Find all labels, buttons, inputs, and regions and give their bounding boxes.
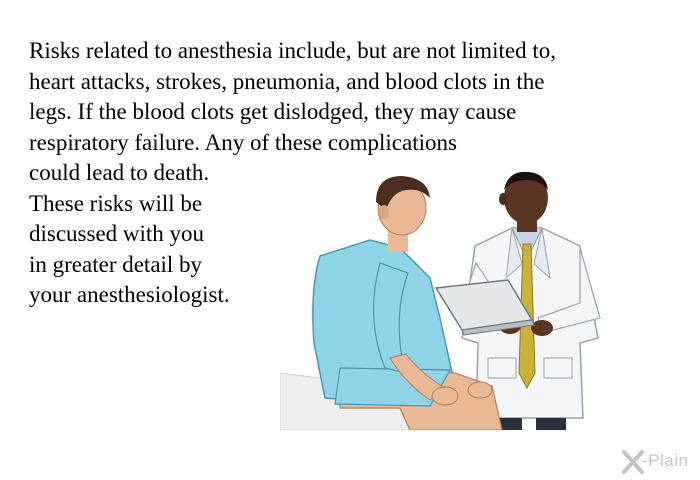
text-line: could lead to death. [29,160,210,185]
patient-doctor-illustration [280,168,620,430]
text-line: respiratory failure. Any of these complications [29,129,457,155]
patient-hand [468,382,492,398]
x-logo-icon [622,448,644,476]
text-line: Risks related to anesthesia include, but are not limited to, [29,38,556,63]
xplain-logo [622,448,696,476]
logo-text: -Plain [642,451,689,470]
doctor-hand [531,320,553,336]
text-line: your anesthesiologist. [29,282,230,307]
text-line: legs. If the blood clots get dislodged, they may cause [29,99,517,124]
text-line: in greater detail by [29,251,203,277]
risk-paragraph-continued [29,158,230,311]
doctor-leg [536,418,566,430]
doctor-ear [499,193,507,205]
text-line: These risks will be [29,190,203,216]
risk-paragraph [29,36,556,158]
text-line: heart attacks, strokes, pneumonia, and blood clots in the [29,68,545,94]
patient-hand [432,387,458,405]
patient-ear [379,205,389,219]
text-line: discussed with you [29,221,205,246]
